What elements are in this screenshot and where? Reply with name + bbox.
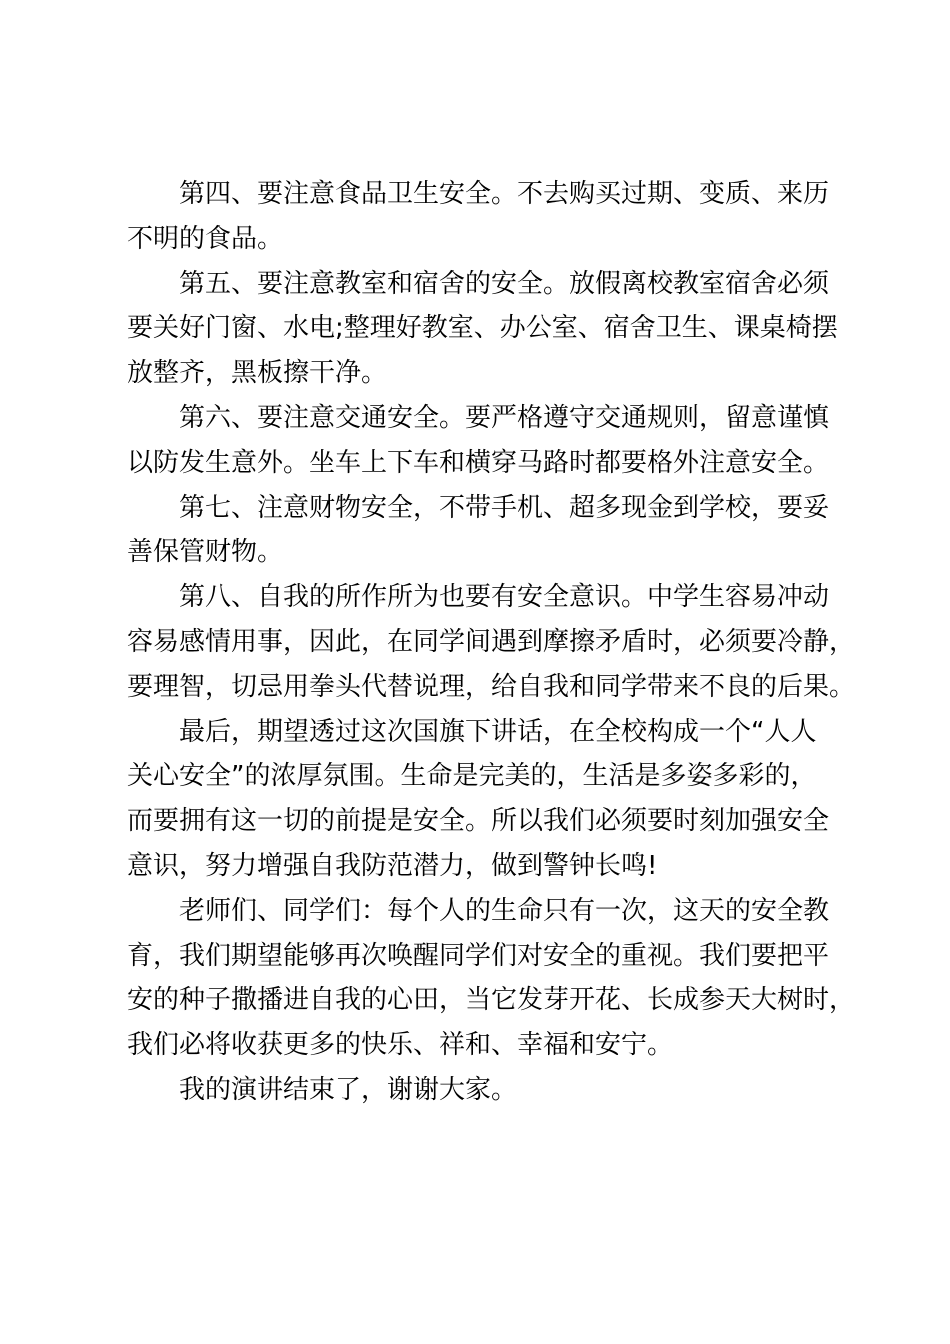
text-line: 第八、自我的所作所为也要有安全意识。中学生容易冲动 xyxy=(179,582,830,613)
text-line: 第四、要注意食品卫生安全。不去购买过期、变质、来历 xyxy=(179,179,830,209)
text-line: 意识，努力增强自我防范潜力，做到警钟长鸣! xyxy=(127,850,658,881)
text-line: 容易感情用事，因此，在同学间遇到摩擦矛盾时，必须要冷静， xyxy=(127,626,856,657)
text-line: 第五、要注意教室和宿舍的安全。放假离校教室宿舍必须 xyxy=(179,268,830,299)
text-line: 我们必将收获更多的快乐、祥和、幸福和安宁。 xyxy=(127,1030,674,1061)
text-line: 要理智，切忌用拳头代替说理，给自我和同学带来不良的后果。 xyxy=(127,671,856,702)
text-line: 放整齐，黑板擦干净。 xyxy=(127,358,388,389)
text-line: 育，我们期望能够再次唤醒同学们对安全的重视。我们要把平 xyxy=(127,940,830,971)
text-line: 而要拥有这一切的前提是安全。所以我们必须要时刻加强安全 xyxy=(127,806,830,837)
text-line: 善保管财物。 xyxy=(127,537,284,568)
text-line: 安的种子撒播进自我的心田，当它发芽开花、长成参天大树时， xyxy=(127,985,856,1016)
document-body xyxy=(127,172,857,1113)
text-line: 我的演讲结束了，谢谢大家。 xyxy=(179,1074,518,1105)
text-line: 不明的食品。 xyxy=(127,223,284,254)
text-line: 最后，期望透过这次国旗下讲话，在全校构成一个“人人 xyxy=(179,716,817,747)
text-line: 第六、要注意交通安全。要严格遵守交通规则，留意谨慎 xyxy=(179,402,830,433)
text-line: 老师们、同学们：每个人的生命只有一次，这天的安全教 xyxy=(179,895,830,926)
text-line: 第七、注意财物安全，不带手机、超多现金到学校，要妥 xyxy=(179,492,830,523)
text-line: 以防发生意外。坐车上下车和横穿马路时都要格外注意安全。 xyxy=(127,447,830,478)
text-line: 关心安全”的浓厚氛围。生命是完美的，生活是多姿多彩的， xyxy=(127,761,817,792)
text-line: 要关好门窗、水电;整理好教室、办公室、宿舍卫生、课桌椅摆 xyxy=(127,313,838,344)
